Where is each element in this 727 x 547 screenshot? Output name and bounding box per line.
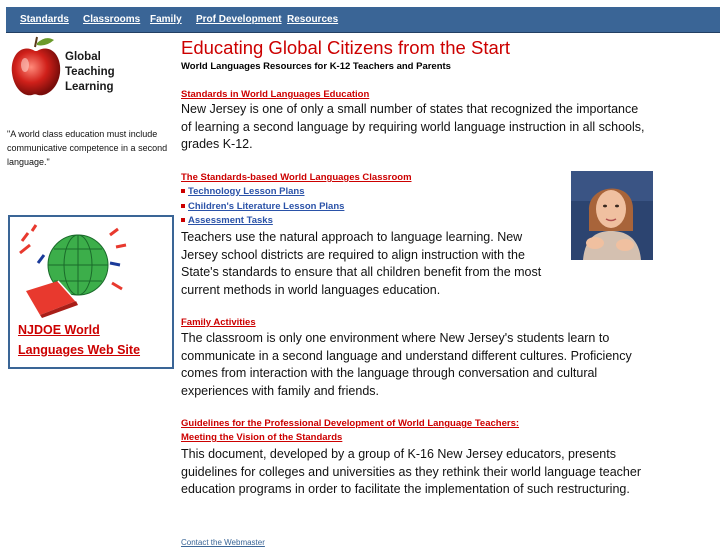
logo-line-3: Learning [65, 81, 114, 93]
logo-text [65, 50, 115, 95]
bullet-square-icon [181, 218, 185, 222]
nav-resources[interactable]: Resources [287, 14, 339, 25]
classroom-section-link[interactable]: The Standards-based World Languages Classroom [181, 172, 412, 183]
globe-with-books-icon [18, 223, 128, 318]
contact-webmaster-link[interactable]: Contact the Webmaster [181, 538, 265, 547]
njdoe-promo-box [8, 215, 174, 369]
bullet-assessment-tasks [181, 215, 273, 226]
guidelines-paragraph: This document, developed by a group of K-16 New Jersey educators, presents guidelines for colleges and universities as they rethink their world language teacher education programs in order to facilitate the implementation of such restructuring. [181, 447, 641, 496]
page-subtitle: World Languages Resources for K-12 Teachers and Parents [181, 61, 451, 72]
sidebar-quote: "A world class education must include communicative competence in a second language." [7, 129, 168, 167]
bullet-technology-lesson-plans [181, 186, 305, 197]
family-paragraph: The classroom is only one environment where New Jersey's students learn to communicate in a second language and understand different cultures. Proficiency comes from interaction with the language through conversation and cultural experiences with family and friends. [181, 331, 632, 398]
logo-line-2: Teaching [65, 66, 115, 78]
guidelines-link-line2[interactable]: Meeting the Vision of the Standards [181, 432, 343, 443]
bullet-square-icon [181, 204, 185, 208]
apple-icon [8, 35, 64, 103]
njdoe-world-languages-link[interactable]: NJDOE World Languages Web Site [18, 323, 141, 357]
nav-classrooms[interactable]: Classrooms [83, 14, 141, 25]
page-title: Educating Global Citizens from the Start [181, 37, 511, 58]
classroom-text: Teachers use the natural approach to language learning. New Jersey school districts are required to align instruction with the State's standards to ensure that all children benefit from the most current methods in world languages education. [181, 230, 542, 297]
standards-paragraph: New Jersey is one of only a small number of states that recognized the importance of learning a second language by requiring world language instruction in all schools, grades K-12. [181, 102, 645, 151]
classroom-paragraph [181, 229, 556, 299]
bullet-childrens-literature [181, 201, 344, 212]
bullet-square-icon [181, 189, 185, 193]
main-content [181, 37, 653, 542]
technology-lesson-plans-link[interactable]: Technology Lesson Plans [188, 186, 305, 197]
nav-prof-development[interactable]: Prof Development [196, 14, 282, 25]
assessment-tasks-link[interactable]: Assessment Tasks [188, 215, 273, 226]
childrens-literature-lesson-plans-link[interactable]: Children's Literature Lesson Plans [188, 201, 345, 212]
global-teaching-learning-logo [8, 35, 173, 103]
logo-line-1: Global [65, 51, 101, 63]
nav-family[interactable]: Family [150, 14, 182, 25]
standards-section-link[interactable]: Standards in World Languages Education [181, 89, 370, 100]
guidelines-link-line1[interactable]: Guidelines for the Professional Development of World Language Teachers: [181, 418, 520, 429]
student-photo [571, 171, 653, 260]
family-activities-link[interactable]: Family Activities [181, 317, 256, 328]
student-portrait-image [571, 171, 653, 260]
top-navigation-bar [6, 7, 720, 33]
nav-standards[interactable]: Standards [20, 14, 69, 25]
